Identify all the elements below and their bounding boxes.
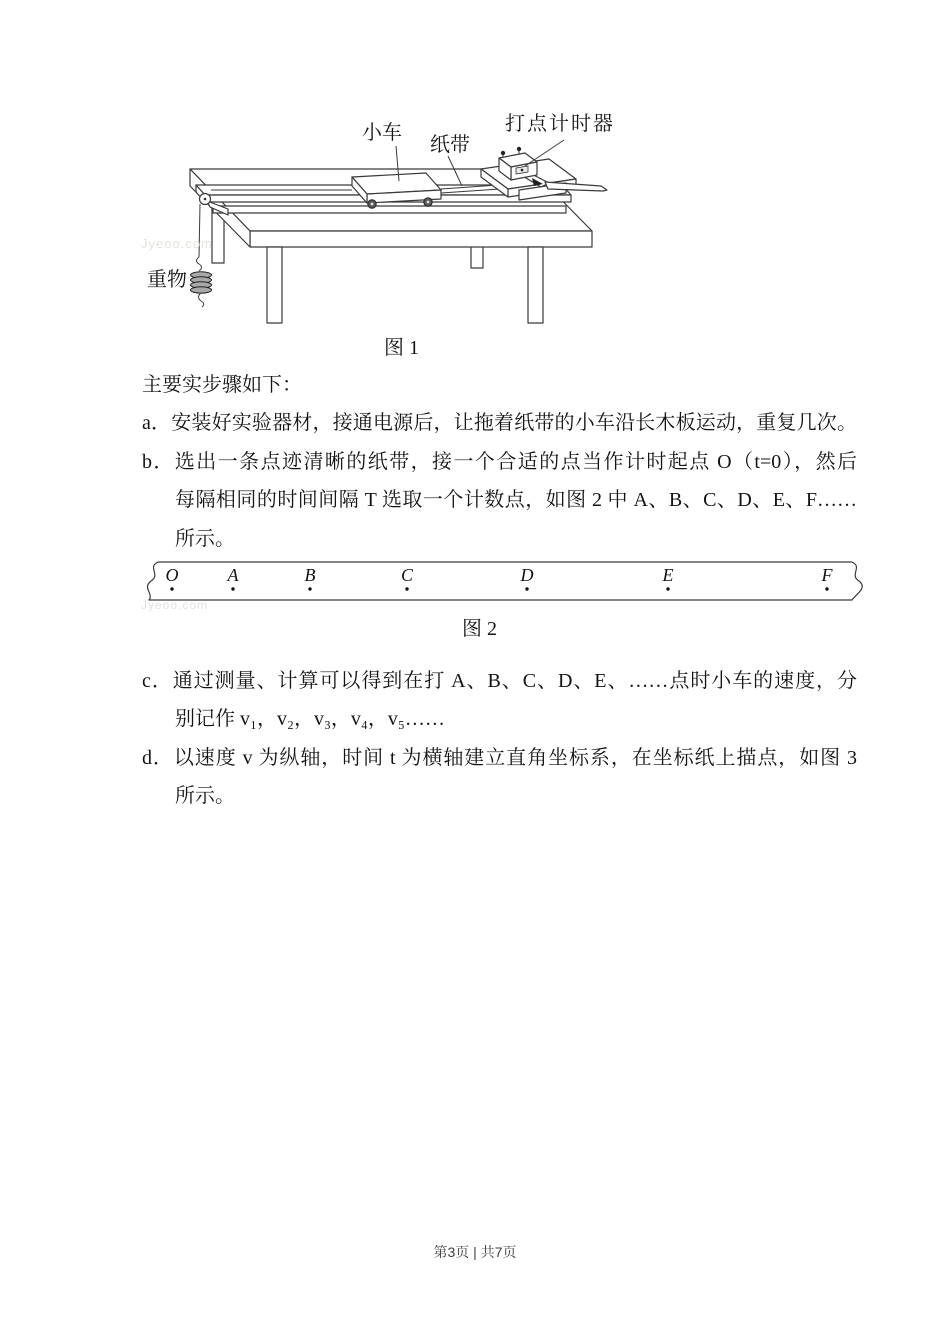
figure1-caption: 图 1 [384, 337, 419, 359]
point-label-B: B [304, 565, 316, 585]
binding-post [501, 151, 505, 155]
figure2-caption: 图 2 [462, 618, 497, 640]
point-label-A: A [227, 565, 239, 585]
point-label-F: F [821, 565, 833, 585]
tape-dot [405, 587, 408, 590]
cart-wheel-hub [427, 201, 430, 204]
figure1-apparatus-diagram [140, 105, 660, 350]
weight-label: 重物 [147, 269, 187, 291]
tape-dot [666, 587, 669, 590]
table-front-right-leg [528, 247, 543, 323]
step-c-line1: c．通过测量、计算可以得到在打 A、B、C、D、E、……点时小车的速度，分 [142, 670, 857, 692]
timer-label: 打点计时器 [505, 113, 615, 135]
tape-dot [825, 587, 828, 590]
step-b-line1: b．选出一条点迹清晰的纸带，接一个合适的点当作计时起点 O（t=0），然后 [142, 451, 857, 473]
step-a-line1: a．安装好实验器材，接通电源后，让拖着纸带的小车沿长木板运动，重复几次。 [142, 412, 857, 434]
table-front-left-leg [267, 247, 282, 323]
board-rail [213, 206, 566, 213]
binding-post [517, 147, 521, 151]
tape-dot [525, 587, 528, 590]
weight-bottom-hook [199, 293, 204, 307]
page-footer: 第3页 | 共7页 [433, 1244, 517, 1260]
point-label-D: D [520, 565, 534, 585]
tape-dot [231, 587, 234, 590]
steps-intro: 主要实步骤如下： [142, 374, 302, 396]
step-c-line2: 别记作 v₁，v₂，v₃，v₄，v₅…… [175, 708, 445, 730]
figure2-tape-diagram [140, 552, 870, 608]
watermark: Jyeoo.com [141, 236, 213, 251]
tape-label: 纸带 [430, 134, 470, 156]
cart-label: 小车 [362, 122, 402, 144]
hanging-weight [191, 257, 212, 307]
step-d-line2: 所示。 [175, 785, 235, 807]
table-front-edge [250, 231, 592, 247]
step-b-line2: 每隔相同的时间间隔 T 选取一个计数点，如图 2 中 A、B、C、D、E、F…… [175, 489, 857, 511]
timer-window-dot [521, 169, 524, 172]
point-label-E: E [662, 565, 674, 585]
watermark: Jyeoo.com [141, 598, 209, 612]
tape-dot [170, 587, 173, 590]
step-d-line1: d．以速度 v 为纵轴，时间 t 为横轴建立直角坐标系，在坐标纸上描点，如图 3 [142, 747, 857, 769]
weight-top-hook [197, 257, 202, 271]
cart-wheel-hub [371, 203, 374, 206]
step-b-line3: 所示。 [175, 528, 235, 550]
weight-coil [191, 287, 212, 293]
point-label-C: C [400, 565, 414, 585]
point-label-O: O [165, 565, 179, 585]
tape-dot [308, 587, 311, 590]
tape-strip [148, 562, 863, 600]
pulley-axle [204, 198, 207, 201]
